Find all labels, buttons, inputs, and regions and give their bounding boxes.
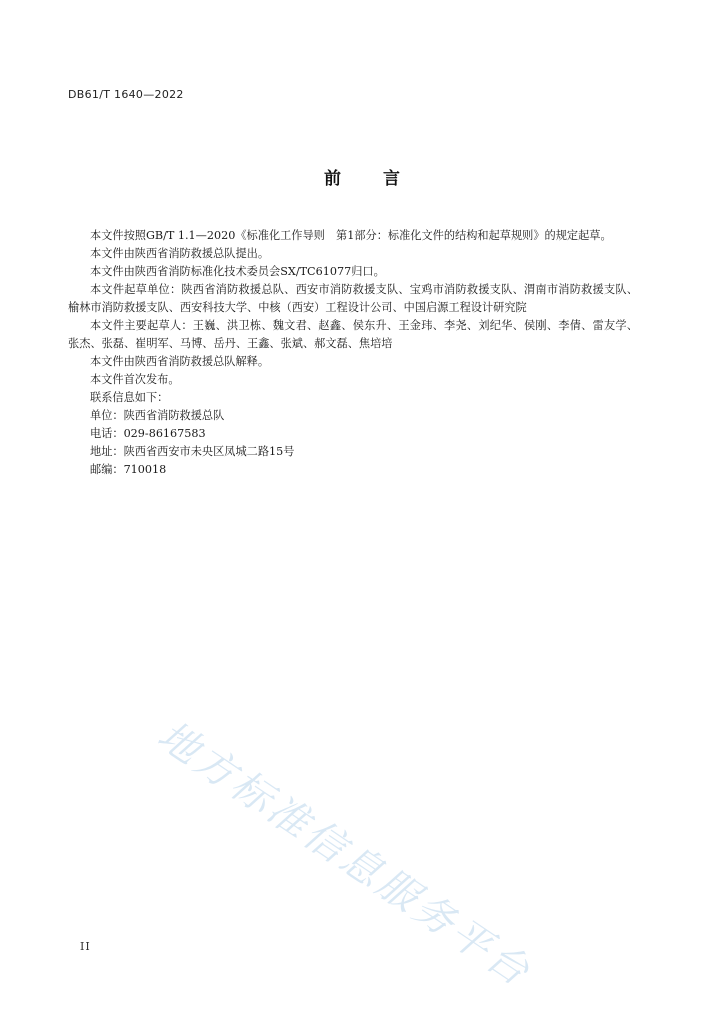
contact-unit: 单位：陕西省消防救援总队	[90, 409, 225, 422]
watermark-text: 地方标准信息服务平台	[149, 712, 540, 997]
page-title: 前 言	[324, 169, 418, 189]
paragraph-centralized-by: 本文件由陕西省消防标准化技术委员会SX/TC61077归口。	[90, 265, 385, 278]
contact-address: 地址：陕西省西安市未央区凤城二路15号	[90, 445, 295, 458]
paragraph-drafting-rules: 本文件按照GB/T 1.1—2020《标准化工作导则 第1部分：标准化文件的结构和起草规则》的规定起草。	[90, 229, 612, 242]
contact-phone: 电话：029-86167583	[90, 427, 206, 440]
paragraph-drafters: 本文件主要起草人：王巍、洪卫栋、魏文君、赵鑫、侯东升、王金玮、李尧、刘纪华、侯刚、李倩、雷友学、张杰、张磊、崔明军、马博、岳丹、王鑫、张斌、郝文磊、焦培培	[68, 319, 638, 350]
paragraph-drafting-units: 本文件起草单位：陕西省消防救援总队、西安市消防救援支队、宝鸡市消防救援支队、渭南市消防救援支队、榆林市消防救援支队、西安科技大学、中核（西安）工程设计公司、中国启源工程设计研究院	[68, 283, 638, 314]
paragraph-contact-heading: 联系信息如下：	[90, 391, 169, 404]
foreword-body	[68, 227, 638, 479]
paragraph-first-release: 本文件首次发布。	[90, 373, 180, 386]
page-number: II	[80, 940, 91, 953]
paragraph-proposed-by: 本文件由陕西省消防救援总队提出。	[90, 247, 270, 260]
contact-postcode: 邮编：710018	[90, 463, 167, 476]
document-code: DB61/T 1640—2022	[68, 88, 184, 101]
paragraph-interpreted-by: 本文件由陕西省消防救援总队解释。	[90, 355, 270, 368]
